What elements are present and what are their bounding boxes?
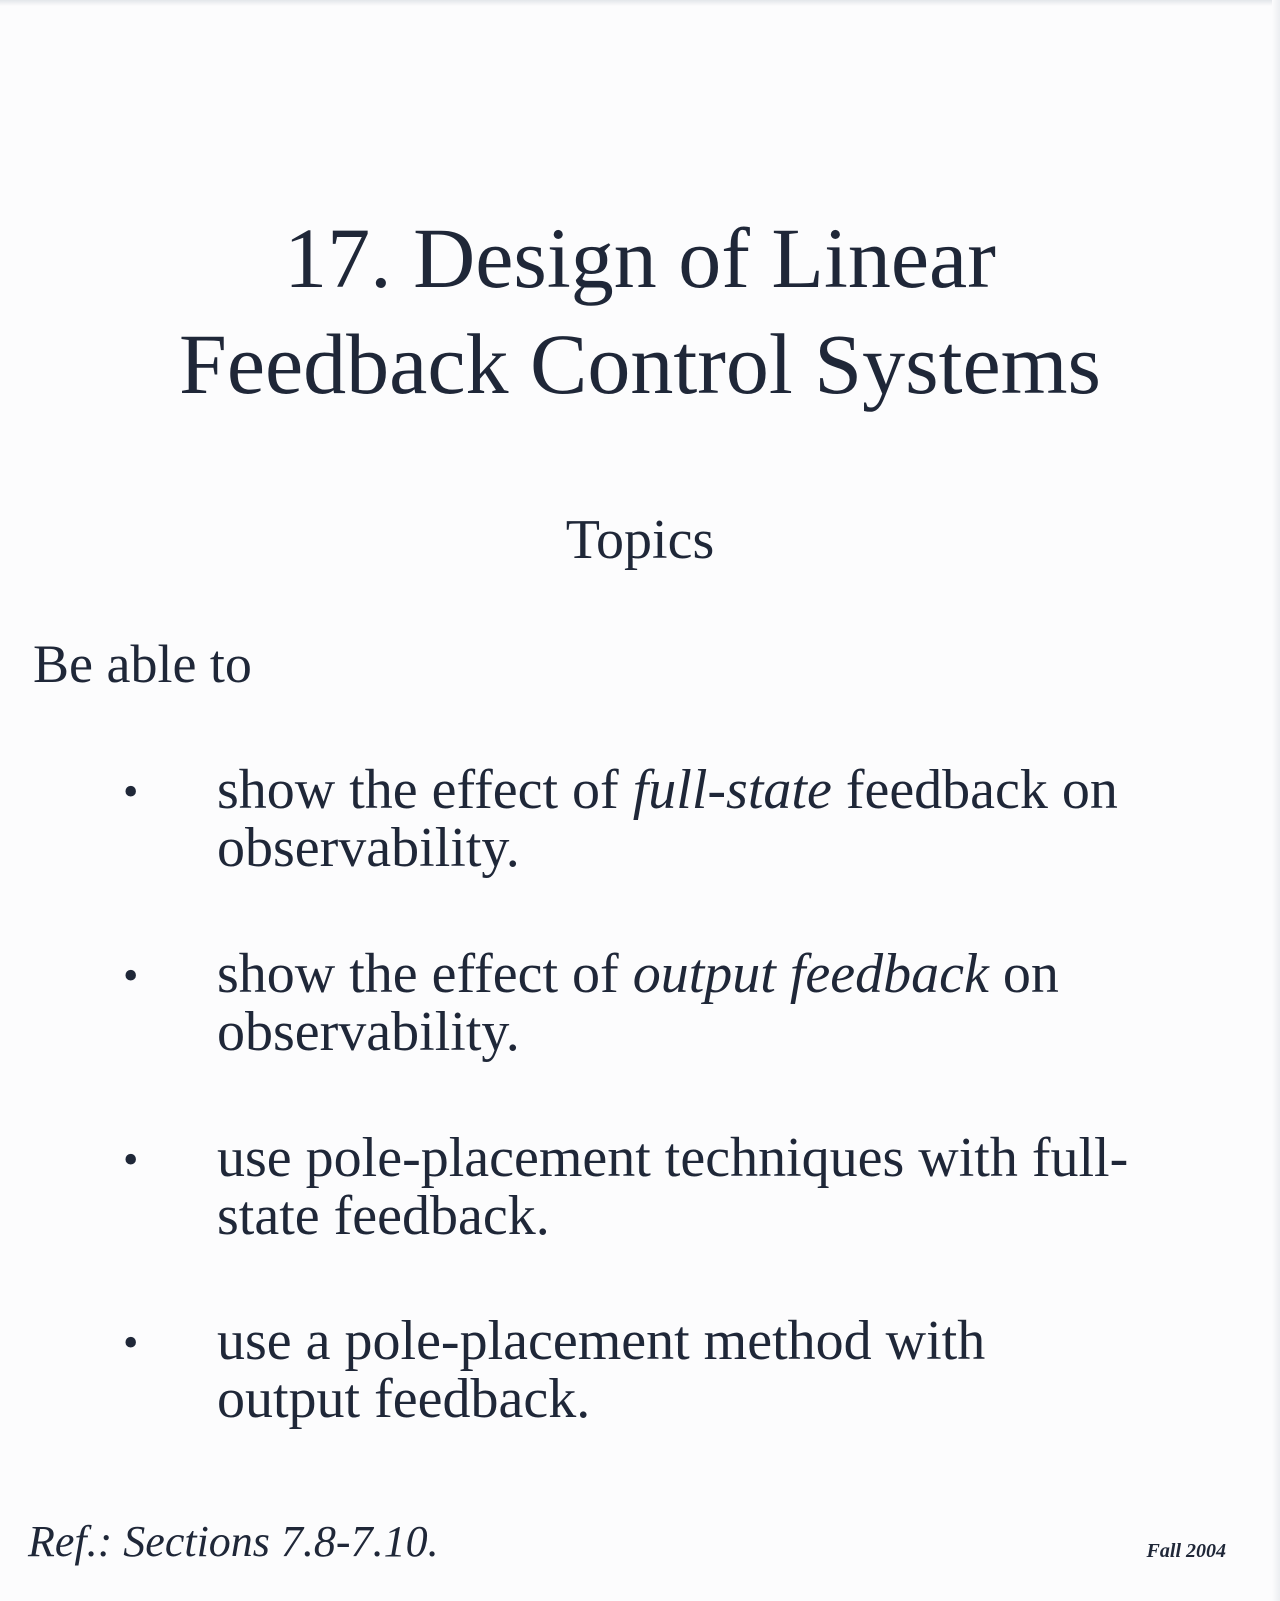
list-item-text bbox=[217, 1312, 1267, 1428]
list-item-line-1: show the effect of full-state feedback on bbox=[217, 759, 1118, 821]
title-line-2: Feedback Control Systems bbox=[178, 316, 1102, 412]
list-item-line-2: observability. bbox=[217, 817, 520, 879]
list-item-line-2: output feedback. bbox=[217, 1368, 591, 1430]
list-item-line-2: observability. bbox=[217, 1001, 520, 1063]
title-line-1: 17. Design of Linear bbox=[284, 210, 996, 306]
list-item-line-2: state feedback. bbox=[217, 1185, 550, 1247]
lead-text: Be able to bbox=[33, 634, 252, 694]
bullet-icon: • bbox=[123, 767, 139, 816]
topics-heading: Topics bbox=[565, 509, 715, 571]
list-item-line-1: use pole-placement techniques with full- bbox=[217, 1127, 1129, 1189]
list-item-text bbox=[217, 945, 1267, 1061]
reference-note: Ref.: Sections 7.8-7.10. bbox=[28, 1517, 439, 1566]
date-stamp: Fall 2004 bbox=[1146, 1540, 1226, 1562]
page-title bbox=[0, 205, 1280, 417]
bullet-icon: • bbox=[123, 1135, 139, 1184]
list-item-text bbox=[217, 761, 1267, 877]
list-item-line-1: show the effect of output feedback on bbox=[217, 943, 1059, 1005]
emphasis-text: output feedback bbox=[632, 943, 989, 1005]
bullet-icon: • bbox=[123, 1318, 139, 1367]
emphasis-text: full-state bbox=[632, 759, 832, 821]
list-item-text bbox=[217, 1129, 1267, 1245]
bullet-icon: • bbox=[123, 951, 139, 1000]
scan-edge-top bbox=[0, 0, 1280, 6]
list-item-line-1: use a pole-placement method with bbox=[217, 1310, 986, 1372]
